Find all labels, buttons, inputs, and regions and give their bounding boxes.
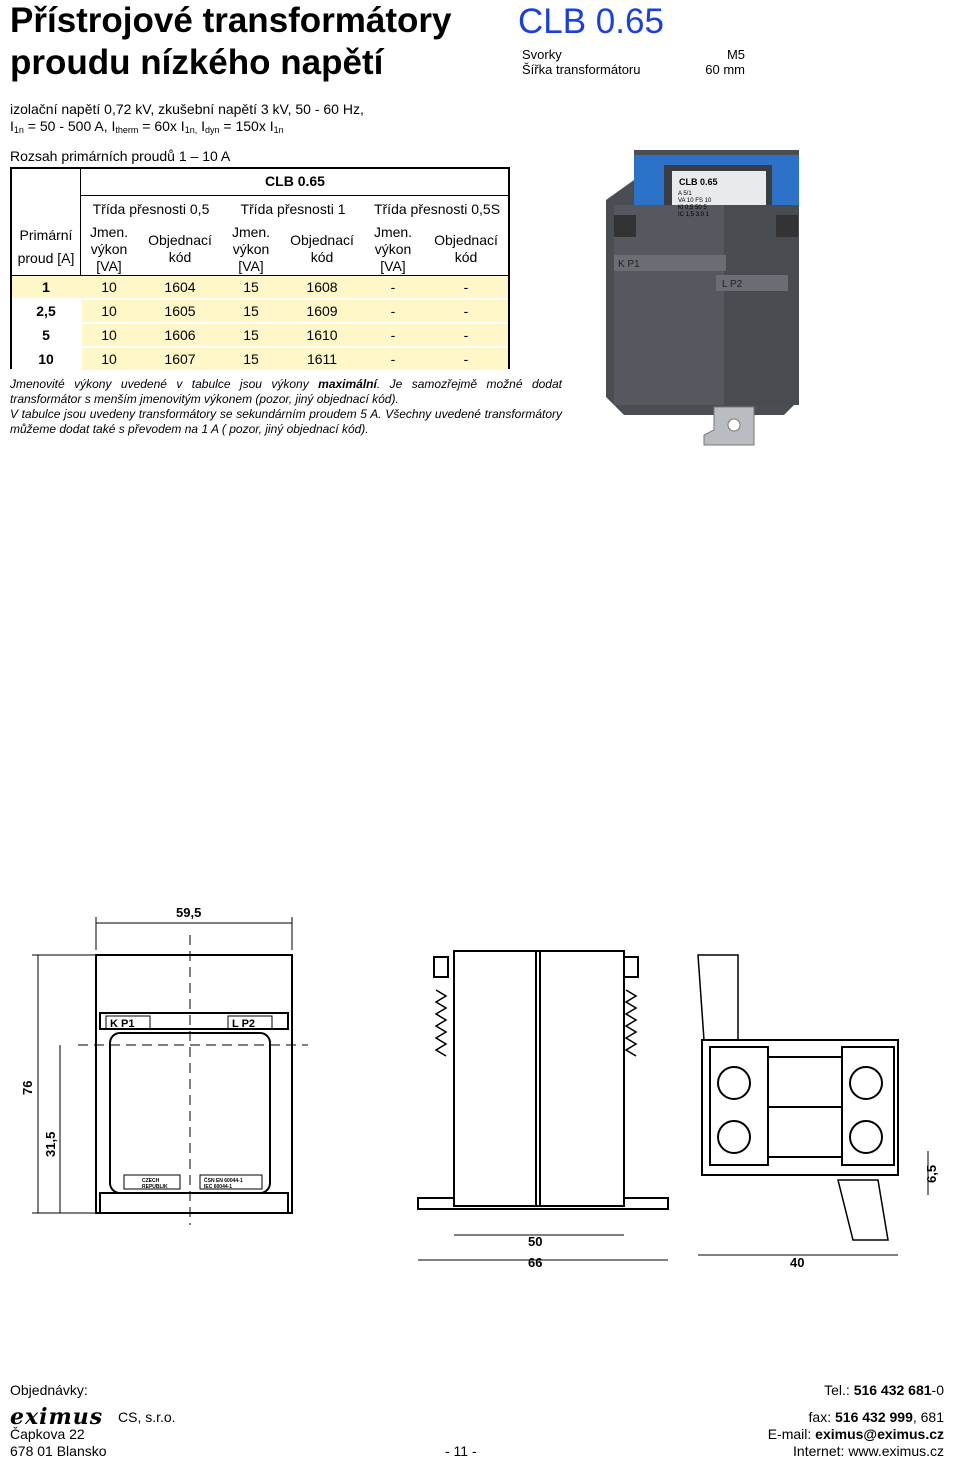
photo-label-model: CLB 0.65 [679,177,718,187]
table-cell: 15 [243,303,259,319]
product-photo [604,145,804,455]
footer-orders: Objednávky: [10,1382,88,1398]
technical-drawing [18,895,948,1280]
table-cell: 1609 [306,303,338,319]
table-cell: 1611 [306,351,338,367]
dim-50: 50 [528,1234,543,1249]
side-view [418,951,668,1260]
table-cell: 1606 [164,327,196,343]
intro-line-2: $I_{1n} = 50 - 500$ A, $I_{therm} = 60x$ $I_{1n,}$ $I_{dyn} = 150x$ $I_{1n}$ [10,118,284,135]
table-cell: - [463,327,469,343]
spec-label-width: Šířka transformátoru [522,62,641,77]
product-table [10,167,510,369]
front-view [32,917,308,1225]
photo-terminal-l: L P2 [722,279,743,290]
page-number: - 11 - [445,1443,477,1459]
table-cell: 10 [101,279,117,295]
table-cell: 1605 [164,303,196,319]
code-header-1: Objednací kód [290,232,354,265]
spec-value-width: 60 mm [705,62,745,77]
top-view [698,955,928,1255]
table-cell: - [390,327,396,343]
company-logo: eximus [10,1404,104,1430]
table-cell: 15 [243,351,259,367]
table-cell: 1610 [306,327,338,343]
table-cell: 1607 [164,351,196,367]
primary-header: Primární proud [A] [17,227,75,266]
code-header-2: Objednací kód [434,232,498,265]
table-note [10,377,562,437]
plate-right-line: IEC 60044-1 [204,1184,233,1190]
power-header-2: Jmen. výkon [VA] [373,224,413,274]
table-cell: 10 [101,351,117,367]
company-suffix: CS, s.r.o. [118,1409,176,1425]
photo-label-line: Kl 0,5 50 5 [678,205,707,211]
front-terminal-l: L P2 [232,1018,256,1030]
class-header-0: Třída přesnosti 0,5 [92,201,210,217]
company-street: Čapkova 22 [10,1426,85,1442]
dim-66: 66 [528,1255,543,1270]
intro-text [10,101,364,139]
title-line-1: Přístrojové transformátory [10,1,452,40]
dim-65: 6,5 [924,1164,939,1183]
plate-right-line: ČSN EN 60044-1 [204,1178,243,1184]
photo-label-line: A 5/1 [678,191,692,197]
spec-value-terminals: M5 [726,47,745,62]
dim-width: 59,5 [176,905,202,920]
table-cell: 1604 [164,279,196,295]
spec-label-terminals: Svorky [522,47,562,62]
table-row-primary: 10 [38,351,54,367]
dim-40: 40 [790,1255,805,1270]
title-line-2: proudu nízkého napětí [10,43,384,82]
photo-label-line: IC 1,5 3.0 1 [678,212,710,218]
table-cell: 1608 [306,279,338,295]
dim-mid: 31,5 [43,1131,58,1157]
class-header-1: Třída přesnosti 1 [240,201,346,217]
table-cell: - [390,351,396,367]
table-row-primary: 5 [42,327,50,343]
plate-left-line: CZECH [142,1178,160,1184]
footer-fax: fax: 516 432 999, 681 [808,1409,944,1425]
dim-height: 76 [20,1080,35,1095]
footer-web: Internet: www.eximus.cz [793,1443,944,1459]
power-header-0: Jmen. výkon [VA] [89,224,129,274]
table-cell: - [463,351,469,367]
table-title: CLB 0.65 [265,173,325,189]
class-header-2: Třída přesnosti 0,5S [373,201,501,217]
power-header-1: Jmen. výkon [VA] [231,224,271,274]
plate-left-line: REPUBLIK [142,1184,168,1190]
photo-terminal-k: K P1 [618,259,640,270]
note-paragraph-1: Jmenovité výkony uvedené v tabulce jsou výkony maximální. Je samozřejmě možné dodat transformátor s menším jmenovitým výkonem (pozor, jiný objednací kód). [10,377,562,406]
table-cell: - [463,303,469,319]
photo-label-line: VA 10 FS 10 [678,198,712,204]
page-title [10,0,452,84]
table-cell: - [390,279,396,295]
table-cell: - [463,279,469,295]
company-city: 678 01 Blansko [10,1443,107,1459]
note-paragraph-2: V tabulce jsou uvedeny transformátory se sekundárním proudem 5 A. Všechny uvedené transformátory můžeme dodat také s převodem na 1 A ( pozor, jiný objednací kód). [10,407,562,436]
current-range: Rozsah primárních proudů 1 – 10 A [10,148,231,164]
code-header-0: Objednací kód [148,232,212,265]
footer-tel: Tel.: 516 432 681-0 [824,1382,944,1398]
model-name: CLB 0.65 [518,2,664,41]
front-terminal-k: K P1 [110,1018,135,1030]
table-cell: 15 [243,279,259,295]
table-row-primary: 1 [42,279,50,295]
email-link[interactable]: eximus@eximus.cz [815,1426,944,1442]
web-link[interactable]: www.eximus.cz [848,1443,944,1459]
table-cell: - [390,303,396,319]
table-cell: 15 [243,327,259,343]
intro-line-1: izolační napětí 0,72 kV, zkušební napětí 3 kV, 50 - 60 Hz, [10,101,364,117]
table-row-primary: 2,5 [36,303,56,319]
table-cell: 10 [101,303,117,319]
footer-email: E-mail: eximus@eximus.cz [767,1426,944,1442]
table-cell: 10 [101,327,117,343]
